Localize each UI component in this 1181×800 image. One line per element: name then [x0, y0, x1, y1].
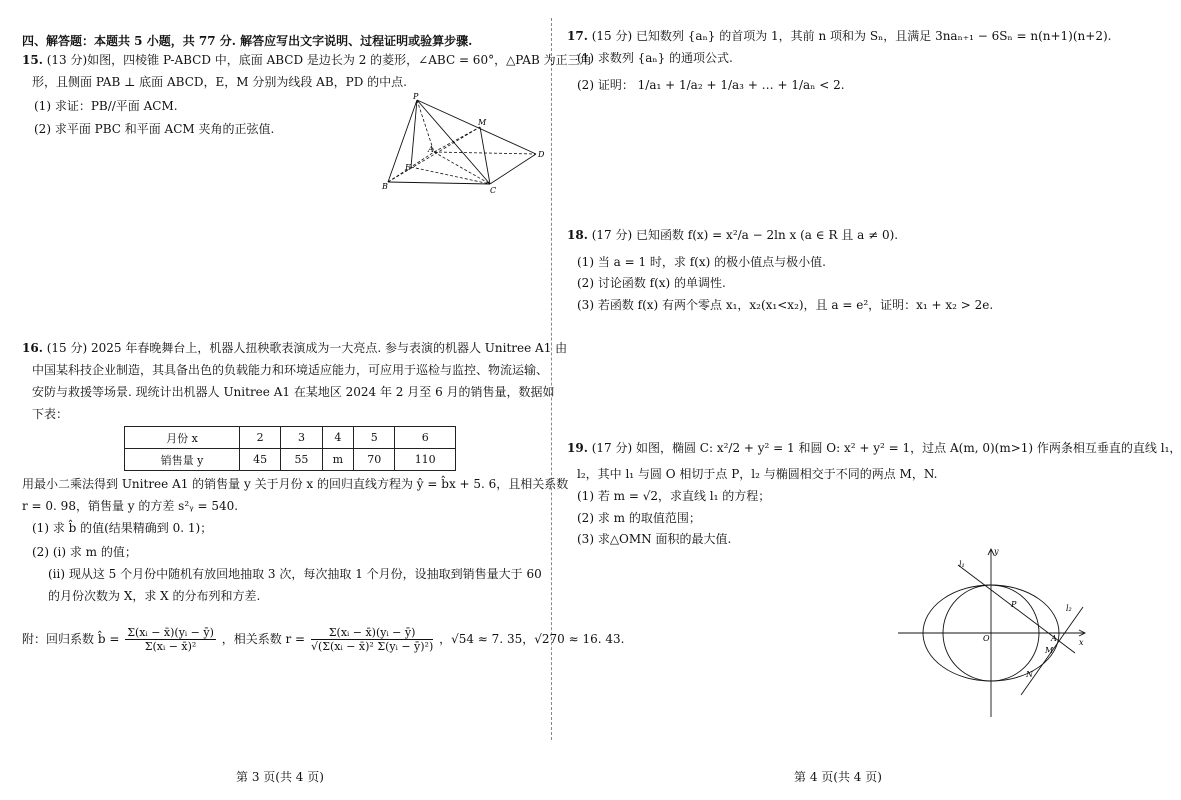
- table-header-month: 月份 x: [125, 427, 240, 449]
- table-cell: 110: [395, 449, 456, 471]
- appendix-b-numerator: Σ(xᵢ − x̄)(yᵢ − ȳ): [127, 626, 214, 639]
- q17-part2-prefix: (2) 证明：: [577, 78, 634, 92]
- table-cell: 45: [240, 449, 281, 471]
- ellipse-figure: [893, 545, 1091, 720]
- q16-after1: 用最小二乘法得到 Unitree A1 的销售量 y 关于月份 x 的回归直线方程为 ŷ = b̂x + 5. 6，且相关系数: [22, 477, 569, 491]
- q18-line1: [567, 227, 898, 243]
- appendix-label: 附：回归系数: [22, 632, 95, 646]
- q16-number: 16.: [22, 341, 43, 355]
- fig15-label-e: E: [405, 163, 411, 172]
- q17-term: 1/a₂: [679, 78, 703, 92]
- table-cell: 2: [240, 427, 281, 449]
- appendix-r-label: ，相关系数 r =: [221, 632, 306, 646]
- q16-after2: r = 0. 98，销售量 y 的方差 s²ᵧ = 540.: [22, 499, 239, 513]
- section-heading: 四、解答题：本题共 5 小题，共 77 分. 解答应写出文字说明、过程证明或验算步骤.: [22, 34, 473, 48]
- q16-line2: 中国某科技企业制造，其具备出色的负载能力和环境适应能力，可应用于巡检与监控、物流运输、: [32, 363, 549, 377]
- q17-term: 1/a₃: [720, 78, 744, 92]
- q17-term: 1/aₙ: [791, 78, 816, 92]
- q19-line1: [567, 440, 1181, 456]
- q15-number: 15.: [22, 53, 43, 67]
- table-row: [125, 427, 456, 449]
- q17-part1: (1) 求数列 {aₙ} 的通项公式.: [577, 51, 733, 65]
- appendix-bhat: b̂ =: [97, 632, 120, 646]
- q17-text-1: (15 分) 已知数列 {aₙ} 的首项为 1，其前 n 项和为 Sₙ，且满足 3naₙ₊₁ − 6Sₙ = n(n+1)(n+2).: [591, 29, 1112, 43]
- q15-text-1: (13 分)如图，四棱锥 P-ABCD 中，底面 ABCD 是边长为 2 的菱形，∠ABC = 60°，△PAB 为正三角: [46, 53, 592, 67]
- appendix-r-denominator: √(Σ(xᵢ − x̄)² Σ(yᵢ − ȳ)²): [310, 640, 434, 653]
- q16-part2ii-b: 的月份次数为 X，求 X 的分布列和方差.: [48, 589, 261, 603]
- fig19-label-l2: l₂: [1066, 604, 1072, 613]
- fig15-label-b: B: [382, 182, 388, 191]
- q18-part2: (2) 讨论函数 f(x) 的单调性.: [577, 276, 726, 290]
- table-cell: 70: [354, 449, 395, 471]
- fig19-label-p: P: [1011, 600, 1017, 609]
- table-cell: 3: [281, 427, 322, 449]
- fig19-label-l1: l₁: [959, 560, 965, 569]
- q16-line1: [22, 340, 567, 356]
- table-header-sales: 销售量 y: [125, 449, 240, 471]
- q17-part2-suffix: < 2.: [819, 78, 845, 92]
- q17-part2: (2) 证明： 1/a₁ + 1/a₂ + 1/a₃ + … + 1/aₙ < 2.: [577, 78, 845, 92]
- fig15-label-d: D: [538, 150, 545, 159]
- fig19-label-y: y: [994, 547, 999, 556]
- page-footer-left: 第 3 页(共 4 页): [236, 770, 324, 784]
- q16-part1: (1) 求 b̂ 的值(结果精确到 0. 1)；: [32, 521, 213, 535]
- fig15-label-m: M: [478, 118, 487, 127]
- q18-number: 18.: [567, 228, 588, 242]
- q17-number: 17.: [567, 29, 588, 43]
- q19-line2: l₂，其中 l₁ 与圆 O 相切于点 P，l₂ 与椭圆相交于不同的两点 M，N.: [577, 467, 938, 481]
- pyramid-figure: [380, 92, 550, 197]
- q15-line2: 形，且侧面 PAB ⊥ 底面 ABCD，E，M 分别为线段 AB，PD 的中点.: [32, 75, 407, 89]
- appendix-r-numerator: Σ(xᵢ − x̄)(yᵢ − ȳ): [311, 626, 433, 640]
- fig19-label-x: x: [1079, 638, 1084, 647]
- fig15-label-c: C: [490, 186, 497, 195]
- appendix-tail: ，√54 ≈ 7. 35，√270 ≈ 16. 43.: [439, 632, 625, 646]
- q15-line1: [22, 52, 592, 68]
- q18-part1: (1) 当 a = 1 时，求 f(x) 的极小值点与极小值.: [577, 255, 826, 269]
- fig19-label-a: A: [1051, 634, 1057, 643]
- table-cell: 4: [322, 427, 353, 449]
- appendix-b-fraction: [125, 626, 216, 653]
- q17-line1: [567, 28, 1111, 44]
- q19-text-1: (17 分) 如图，椭圆 C: x²/2 + y² = 1 和圆 O: x² + y² = 1，过点 A(m, 0)(m>1) 作两条相互垂直的直线 l₁，: [591, 441, 1181, 455]
- q16-text-1: (15 分) 2025 年春晚舞台上，机器人扭秧歌表演成为一大亮点. 参与表演的机器人 Unitree A1 由: [46, 341, 568, 355]
- sales-table: [124, 426, 456, 471]
- q16-part2ii-a: (ⅱ) 现从这 5 个月份中随机有放回地抽取 3 次，每次抽取 1 个月份，设抽取到销售量大于 60: [48, 567, 542, 581]
- q19-number: 19.: [567, 441, 588, 455]
- table-cell: 6: [395, 427, 456, 449]
- table-cell: 5: [354, 427, 395, 449]
- fig15-label-a: A: [428, 145, 434, 154]
- right-page: [553, 0, 1181, 800]
- q17-term: 1/a₁: [637, 78, 662, 92]
- fig19-label-m: M: [1045, 646, 1054, 655]
- table-cell: m: [322, 449, 353, 471]
- table-cell: 55: [281, 449, 322, 471]
- q15-part1: (1) 求证：PB//平面 ACM.: [34, 99, 178, 113]
- q16-line3: 安防与救援等场景. 现统计出机器人 Unitree A1 在某地区 2024 年 2 月至 6 月的销售量，数据如: [32, 385, 555, 399]
- q16-appendix: [22, 624, 624, 654]
- fig19-label-o: O: [983, 634, 990, 643]
- appendix-r-fraction: [311, 626, 433, 653]
- fig15-label-p: P: [413, 92, 419, 101]
- fig19-label-n: N: [1026, 670, 1033, 679]
- page-footer-right: 第 4 页(共 4 页): [794, 770, 882, 784]
- appendix-b-denominator: Σ(xᵢ − x̄)²: [144, 640, 197, 653]
- q18-text-1: (17 分) 已知函数 f(x) = x²/a − 2ln x (a ∈ R 且 a ≠ 0).: [591, 228, 899, 242]
- q18-part3: (3) 若函数 f(x) 有两个零点 x₁，x₂(x₁<x₂)，且 a = e²，证明：x₁ + x₂ > 2e.: [577, 298, 994, 312]
- q19-part3: (3) 求△OMN 面积的最大值.: [577, 532, 732, 546]
- q16-line4: 下表：: [32, 407, 69, 421]
- q19-part2: (2) 求 m 的取值范围；: [577, 511, 701, 525]
- table-row: [125, 449, 456, 471]
- q19-part1: (1) 若 m = √2，求直线 l₁ 的方程；: [577, 489, 771, 503]
- q15-part2: (2) 求平面 PBC 和平面 ACM 夹角的正弦值.: [34, 122, 275, 136]
- q16-part2: (2) (ⅰ) 求 m 的值；: [32, 545, 137, 559]
